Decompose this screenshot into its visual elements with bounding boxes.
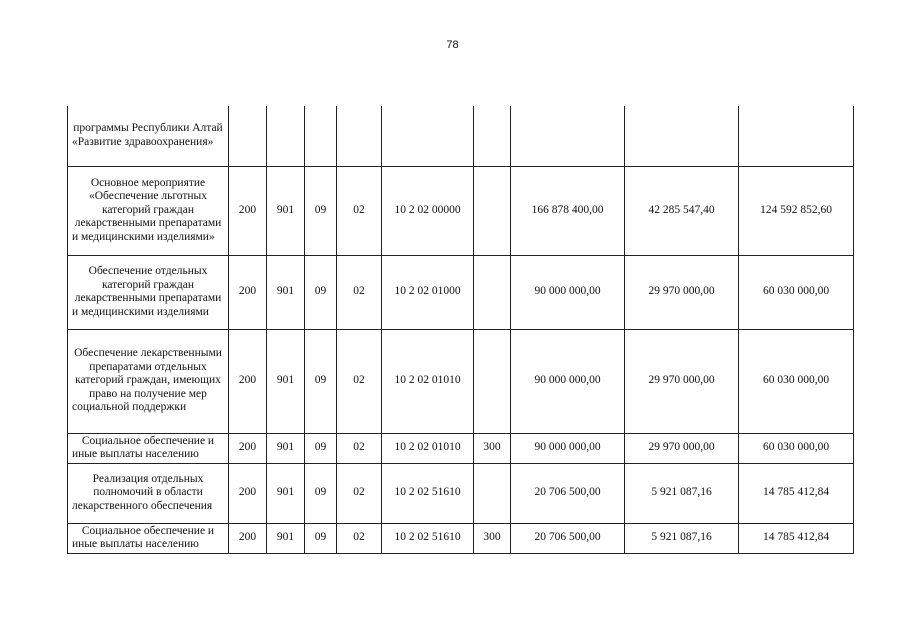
cell-code-3	[305, 106, 337, 166]
cell-code-2: 901	[267, 463, 305, 523]
cell-code-4: 02	[337, 433, 382, 463]
cell-code-2: 901	[267, 433, 305, 463]
cell-code-6: 300	[474, 433, 511, 463]
cell-value-3: 14 785 412,84	[739, 463, 854, 523]
cell-code-5: 10 2 02 01010	[382, 433, 474, 463]
cell-code-5: 10 2 02 00000	[382, 166, 474, 255]
cell-value-2: 29 970 000,00	[625, 329, 739, 433]
cell-code-5: 10 2 02 51610	[382, 523, 474, 553]
cell-value-1: 90 000 000,00	[511, 329, 625, 433]
table-row	[68, 463, 854, 523]
cell-value-1: 166 878 400,00	[511, 166, 625, 255]
cell-value-2: 5 921 087,16	[625, 523, 739, 553]
cell-value-3: 124 592 852,60	[739, 166, 854, 255]
cell-value-3: 60 030 000,00	[739, 329, 854, 433]
cell-value-1	[511, 106, 625, 166]
budget-table	[67, 106, 854, 554]
cell-code-6	[474, 166, 511, 255]
cell-code-2: 901	[267, 166, 305, 255]
table-row	[68, 255, 854, 329]
row-name: Социальное обеспечение и иные выплаты населению	[68, 523, 229, 553]
cell-value-2: 5 921 087,16	[625, 463, 739, 523]
cell-value-1: 90 000 000,00	[511, 433, 625, 463]
row-name: Обеспечение отдельных категорий граждан лекарственными препаратами и медицинскими изделиями	[68, 255, 229, 329]
cell-code-6	[474, 329, 511, 433]
page-number: 78	[446, 39, 459, 51]
cell-code-3: 09	[305, 329, 337, 433]
cell-code-2	[267, 106, 305, 166]
cell-code-5: 10 2 02 51610	[382, 463, 474, 523]
cell-code-4: 02	[337, 523, 382, 553]
cell-code-1: 200	[229, 523, 267, 553]
cell-code-3: 09	[305, 255, 337, 329]
cell-value-3: 14 785 412,84	[739, 523, 854, 553]
cell-code-3: 09	[305, 463, 337, 523]
cell-code-5: 10 2 02 01010	[382, 329, 474, 433]
cell-value-1: 90 000 000,00	[511, 255, 625, 329]
cell-code-4	[337, 106, 382, 166]
cell-code-1: 200	[229, 255, 267, 329]
cell-code-1: 200	[229, 166, 267, 255]
cell-code-1	[229, 106, 267, 166]
cell-code-2: 901	[267, 523, 305, 553]
cell-code-3: 09	[305, 166, 337, 255]
cell-code-2: 901	[267, 329, 305, 433]
cell-code-6	[474, 255, 511, 329]
table-row	[68, 523, 854, 553]
cell-value-2	[625, 106, 739, 166]
cell-code-6	[474, 463, 511, 523]
row-name: Реализация отдельных полномочий в области лекарственного обеспечения	[68, 463, 229, 523]
row-name: Основное мероприятие «Обеспечение льготных категорий граждан лекарственными препаратами и медицинскими изделиями»	[68, 166, 229, 255]
row-name: Обеспечение лекарственными препаратами отдельных категорий граждан, имеющих право на получение мер социальной поддержки	[68, 329, 229, 433]
cell-value-1: 20 706 500,00	[511, 523, 625, 553]
cell-value-2: 42 285 547,40	[625, 166, 739, 255]
cell-value-2: 29 970 000,00	[625, 255, 739, 329]
cell-code-2: 901	[267, 255, 305, 329]
cell-value-1: 20 706 500,00	[511, 463, 625, 523]
row-name: программы Республики Алтай «Развитие здравоохранения»	[68, 106, 229, 166]
cell-code-5	[382, 106, 474, 166]
cell-code-6	[474, 106, 511, 166]
row-name: Социальное обеспечение и иные выплаты населению	[68, 433, 229, 463]
table-row	[68, 106, 854, 166]
cell-value-3: 60 030 000,00	[739, 433, 854, 463]
cell-code-4: 02	[337, 463, 382, 523]
table-row	[68, 329, 854, 433]
table-row	[68, 166, 854, 255]
cell-code-1: 200	[229, 463, 267, 523]
cell-value-3: 60 030 000,00	[739, 255, 854, 329]
cell-code-1: 200	[229, 433, 267, 463]
cell-code-3: 09	[305, 433, 337, 463]
cell-code-4: 02	[337, 329, 382, 433]
cell-code-6: 300	[474, 523, 511, 553]
cell-code-4: 02	[337, 255, 382, 329]
cell-code-1: 200	[229, 329, 267, 433]
cell-code-5: 10 2 02 01000	[382, 255, 474, 329]
table-row	[68, 433, 854, 463]
cell-value-2: 29 970 000,00	[625, 433, 739, 463]
cell-value-3	[739, 106, 854, 166]
cell-code-4: 02	[337, 166, 382, 255]
cell-code-3: 09	[305, 523, 337, 553]
